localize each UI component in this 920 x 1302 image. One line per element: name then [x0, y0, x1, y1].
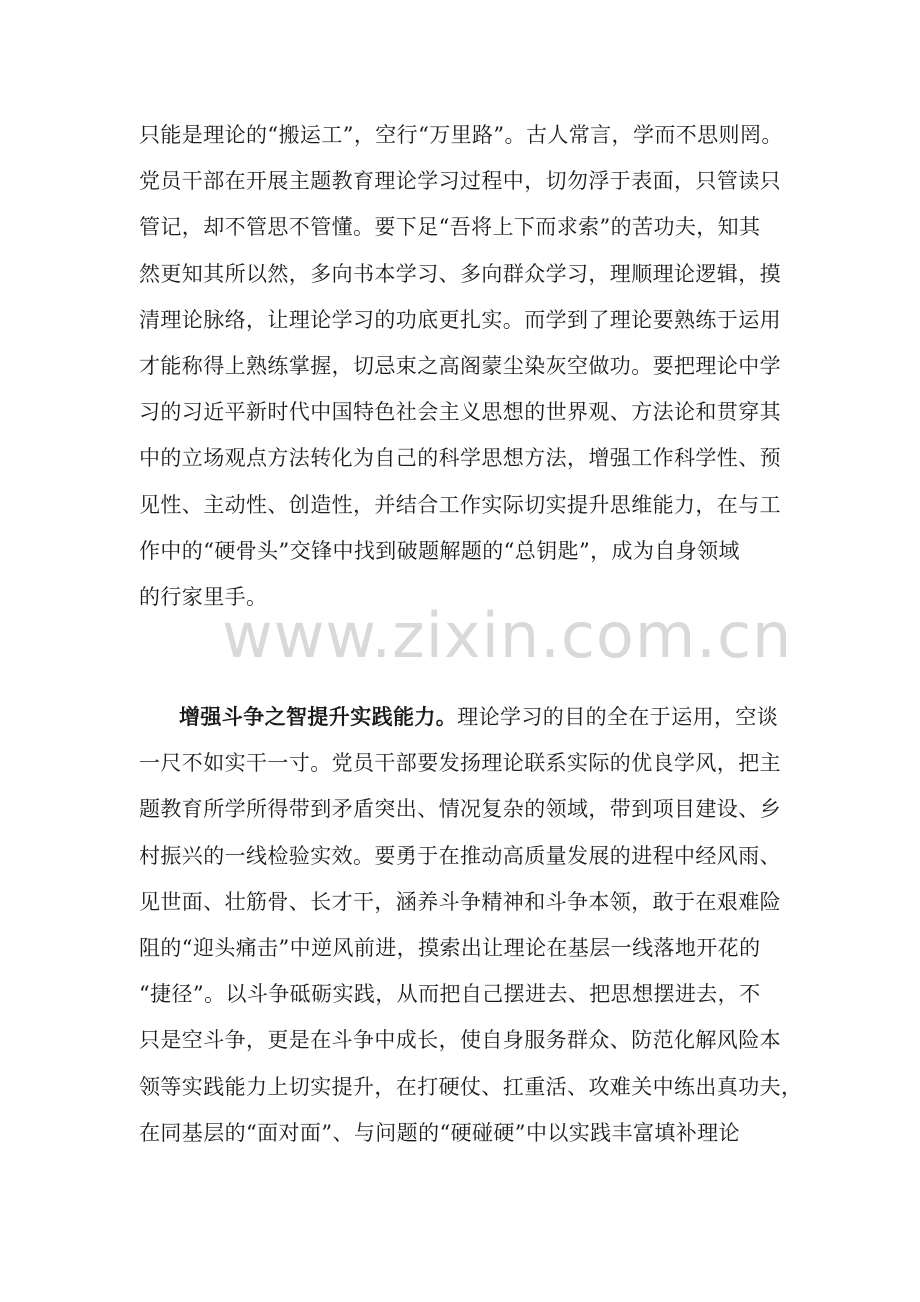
paragraph-1-line-11: 的行家里手。: [139, 585, 268, 609]
paragraph-2-line-10: 在同基层的“面对面”、与问题的“硬碰硬”中以实践丰富填补理论: [139, 1120, 740, 1145]
paragraph-1-line-6: 才能称得上熟练掌握，切忌束之高阁蒙尘染灰空做功。要把理论中学: [139, 354, 781, 378]
section-heading: 增强斗争之智提升实践能力。: [179, 704, 458, 729]
paragraph-1-line-8: 中的立场观点方法转化为自己的科学思想方法，增强工作科学性、预: [139, 446, 781, 471]
paragraph-2-line-5: 见世面、壮筋骨、长才干，涵养斗争精神和斗争本领，敢于在艰难险: [139, 889, 781, 914]
paragraph-1-line-4: 然更知其所以然，多向书本学习、多向群众学习，理顺理论逻辑，摸: [139, 261, 781, 286]
paragraph-2-line-1: [179, 703, 829, 731]
paragraph-1-line-5: 清理论脉络，让理论学习的功底更扎实。而学到了理论要熟练于运用: [139, 307, 781, 332]
watermark: www.zixin.com.cn: [222, 599, 793, 672]
paragraph-2-line-9: 领等实践能力上切实提升，在打硬仗、扛重活、攻难关中练出真功夫，: [139, 1074, 803, 1099]
paragraph-2-line-2: 一尺不如实干一寸。党员干部要发扬理论联系实际的优良学风，把主: [139, 751, 781, 776]
paragraph-2-line-6: 阻的“迎头痛击”中逆风前进，摸索出让理论在基层一线落地开花的: [139, 936, 761, 960]
paragraph-2-line-8: 只是空斗争，更是在斗争中成长，使自身服务群众、防范化解风险本: [139, 1028, 781, 1053]
paragraph-2-line-4: 村振兴的一线检验实效。要勇于在推动高质量发展的进程中经风雨、: [139, 843, 781, 868]
paragraph-1-line-2: 党员干部在开展主题教育理论学习过程中，切勿浮于表面，只管读只: [139, 169, 781, 194]
paragraph-1-line-10: 作中的“硬骨头”交锋中找到破题解题的“总钥匙”，成为自身领域: [139, 538, 740, 563]
paragraph-2-line-1-text: 理论学习的目的全在于运用，空谈: [457, 705, 779, 729]
paragraph-1-line-1: 只能是理论的“搬运工”，空行“万里路”。古人常言，学而不思则罔。: [139, 123, 783, 147]
paragraph-2-line-7: “捷径”。以斗争砥砺实践，从而把自己摆进去、把思想摆进去，不: [139, 982, 761, 1007]
paragraph-1-line-9: 见性、主动性、创造性，并结合工作实际切实提升思维能力，在与工: [139, 492, 781, 517]
paragraph-1-line-7: 习的习近平新时代中国特色社会主义思想的世界观、方法论和贯穿其: [139, 400, 781, 425]
paragraph-1-line-3: 管记，却不管思不管懂。要下足“吾将上下而求索”的苦功夫，知其: [139, 215, 761, 240]
paragraph-2-line-3: 题教育所学所得带到矛盾突出、情况复杂的领域，带到项目建设、乡: [139, 797, 781, 822]
